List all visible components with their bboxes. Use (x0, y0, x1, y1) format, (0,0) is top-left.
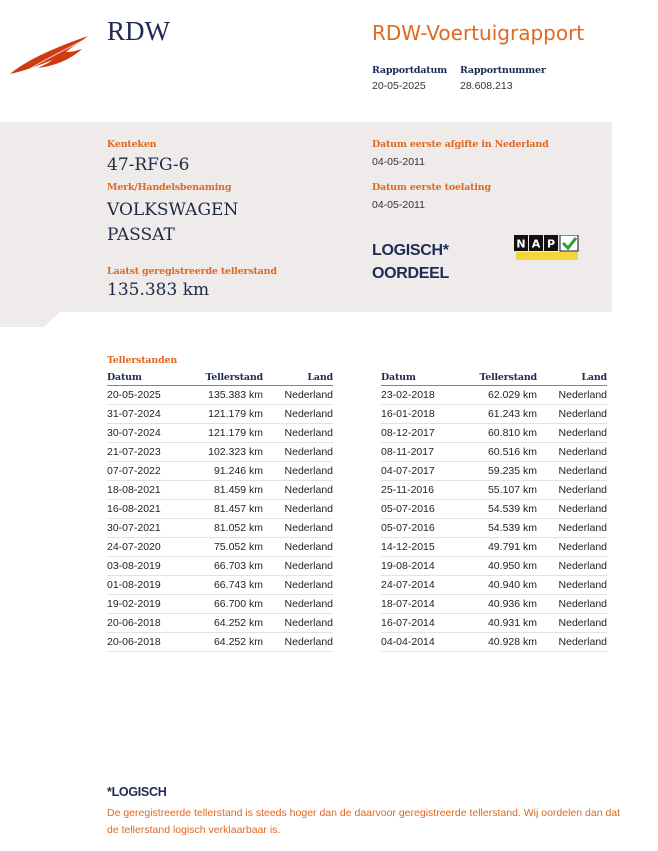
row-country: Nederland (263, 443, 333, 462)
first-admission-value: 04-05-2011 (372, 199, 425, 211)
report-number: 28.608.213 (460, 80, 513, 92)
header-date: Datum (107, 371, 193, 386)
row-country: Nederland (537, 538, 607, 557)
table-row (107, 557, 333, 576)
row-km: 66.700 km (193, 595, 263, 614)
row-date: 16-07-2014 (381, 614, 467, 633)
row-date: 08-12-2017 (381, 424, 467, 443)
row-date: 08-11-2017 (381, 443, 467, 462)
verdict (372, 239, 449, 285)
row-country: Nederland (537, 633, 607, 652)
row-country: Nederland (263, 538, 333, 557)
row-country: Nederland (537, 614, 607, 633)
last-odometer-value: 135.383 km (107, 280, 210, 300)
header-km: Tellerstand (467, 371, 537, 386)
report-date: 20-05-2025 (372, 80, 426, 92)
footnote-title-text: LOGISCH (111, 785, 167, 799)
row-country: Nederland (537, 386, 607, 405)
row-date: 21-07-2023 (107, 443, 193, 462)
table-row (381, 405, 607, 424)
plate-label: Kenteken (107, 139, 157, 150)
row-country: Nederland (263, 424, 333, 443)
table-row (381, 538, 607, 557)
row-km: 54.539 km (467, 500, 537, 519)
row-date: 16-01-2018 (381, 405, 467, 424)
table-row (381, 500, 607, 519)
row-country: Nederland (263, 500, 333, 519)
row-km: 66.743 km (193, 576, 263, 595)
row-country: Nederland (263, 633, 333, 652)
odometer-table-left (107, 371, 333, 652)
table-row (381, 481, 607, 500)
row-date: 24-07-2020 (107, 538, 193, 557)
row-country: Nederland (263, 614, 333, 633)
row-country: Nederland (537, 443, 607, 462)
row-km: 49.791 km (467, 538, 537, 557)
row-date: 14-12-2015 (381, 538, 467, 557)
row-country: Nederland (537, 405, 607, 424)
row-country: Nederland (537, 500, 607, 519)
row-country: Nederland (263, 576, 333, 595)
rdw-logo-icon (8, 30, 94, 78)
brand-name: RDW (107, 16, 170, 46)
row-date: 01-08-2019 (107, 576, 193, 595)
table-row (107, 500, 333, 519)
row-km: 121.179 km (193, 405, 263, 424)
row-km: 40.940 km (467, 576, 537, 595)
header-country: Land (263, 371, 333, 386)
nap-letter-a: A (531, 237, 541, 251)
row-country: Nederland (537, 462, 607, 481)
row-country: Nederland (537, 576, 607, 595)
header-km: Tellerstand (193, 371, 263, 386)
footnote-title (107, 785, 166, 799)
row-km: 60.516 km (467, 443, 537, 462)
row-date: 04-04-2014 (381, 633, 467, 652)
first-admission-label: Datum eerste toelating (372, 182, 491, 193)
row-km: 81.052 km (193, 519, 263, 538)
row-date: 18-07-2014 (381, 595, 467, 614)
row-km: 40.931 km (467, 614, 537, 633)
row-country: Nederland (263, 386, 333, 405)
row-km: 40.928 km (467, 633, 537, 652)
table-row (381, 424, 607, 443)
row-date: 30-07-2024 (107, 424, 193, 443)
row-km: 40.936 km (467, 595, 537, 614)
row-date: 03-08-2019 (107, 557, 193, 576)
row-km: 61.243 km (467, 405, 537, 424)
plate-value: 47-RFG-6 (107, 155, 190, 175)
row-date: 20-05-2025 (107, 386, 193, 405)
table-row (107, 424, 333, 443)
row-date: 18-08-2021 (107, 481, 193, 500)
table-row (381, 519, 607, 538)
nap-letter-p: P (546, 237, 556, 251)
row-date: 07-07-2022 (107, 462, 193, 481)
row-date: 25-11-2016 (381, 481, 467, 500)
table-row (107, 633, 333, 652)
row-km: 91.246 km (193, 462, 263, 481)
table-row (107, 462, 333, 481)
last-odometer-label: Laatst geregistreerde tellerstand (107, 266, 277, 277)
table-row (381, 462, 607, 481)
row-country: Nederland (537, 481, 607, 500)
make-label: Merk/Handelsbenaming (107, 182, 232, 193)
row-km: 60.810 km (467, 424, 537, 443)
row-country: Nederland (537, 424, 607, 443)
row-date: 04-07-2017 (381, 462, 467, 481)
row-date: 20-06-2018 (107, 633, 193, 652)
row-date: 20-06-2018 (107, 614, 193, 633)
table-row (381, 443, 607, 462)
row-country: Nederland (263, 405, 333, 424)
row-date: 16-08-2021 (107, 500, 193, 519)
row-country: Nederland (263, 519, 333, 538)
table-row (107, 614, 333, 633)
nap-badge-icon (514, 235, 580, 261)
row-date: 31-07-2024 (107, 405, 193, 424)
row-date: 05-07-2016 (381, 519, 467, 538)
table-row (107, 405, 333, 424)
table-row (381, 595, 607, 614)
row-km: 81.459 km (193, 481, 263, 500)
report-number-label: Rapportnummer (460, 65, 546, 76)
row-km: 62.029 km (467, 386, 537, 405)
row-km: 81.457 km (193, 500, 263, 519)
verdict-line-1: LOGISCH* (372, 242, 449, 259)
table-header-row (381, 371, 607, 386)
nap-letter-n: N (516, 237, 526, 251)
info-band (0, 122, 612, 327)
row-km: 40.950 km (467, 557, 537, 576)
row-km: 59.235 km (467, 462, 537, 481)
row-date: 30-07-2021 (107, 519, 193, 538)
table-row (381, 386, 607, 405)
row-km: 135.383 km (193, 386, 263, 405)
row-country: Nederland (537, 519, 607, 538)
table-row (381, 576, 607, 595)
row-date: 05-07-2016 (381, 500, 467, 519)
make-value: VOLKSWAGEN (107, 200, 239, 220)
row-country: Nederland (537, 595, 607, 614)
footnote-asterisk: * (107, 785, 112, 799)
table-row (107, 386, 333, 405)
row-km: 102.323 km (193, 443, 263, 462)
table-row (107, 481, 333, 500)
table-row (107, 443, 333, 462)
row-country: Nederland (263, 462, 333, 481)
first-issue-nl-value: 04-05-2011 (372, 156, 425, 168)
table-row (107, 519, 333, 538)
row-country: Nederland (537, 557, 607, 576)
row-km: 64.252 km (193, 633, 263, 652)
model-value: PASSAT (107, 225, 175, 245)
odometer-table-right (381, 371, 607, 652)
table-row (381, 557, 607, 576)
row-country: Nederland (263, 557, 333, 576)
row-km: 64.252 km (193, 614, 263, 633)
row-km: 54.539 km (467, 519, 537, 538)
header-country: Land (537, 371, 607, 386)
row-date: 24-07-2014 (381, 576, 467, 595)
odometer-section-title: Tellerstanden (107, 355, 178, 366)
table-row (107, 538, 333, 557)
row-date: 19-02-2019 (107, 595, 193, 614)
verdict-line-2: OORDEEL (372, 265, 450, 282)
row-country: Nederland (263, 595, 333, 614)
report-date-label: Rapportdatum (372, 65, 448, 76)
footnote-text: De geregistreerde tellerstand is steeds hoger dan de daarvoor geregistreerde tellerstand. Wij oordelen dan dat de tellerstand logisch verklaarbaar is. (107, 807, 621, 836)
table-row (381, 614, 607, 633)
row-km: 66.703 km (193, 557, 263, 576)
row-km: 75.052 km (193, 538, 263, 557)
row-km: 55.107 km (467, 481, 537, 500)
report-title: RDW-Voertuigrapport (372, 21, 585, 45)
row-country: Nederland (263, 481, 333, 500)
header-date: Datum (381, 371, 467, 386)
first-issue-nl-label: Datum eerste afgifte in Nederland (372, 139, 549, 150)
table-row (381, 633, 607, 652)
table-header-row (107, 371, 333, 386)
table-row (107, 595, 333, 614)
table-row (107, 576, 333, 595)
row-km: 121.179 km (193, 424, 263, 443)
row-date: 19-08-2014 (381, 557, 467, 576)
row-date: 23-02-2018 (381, 386, 467, 405)
